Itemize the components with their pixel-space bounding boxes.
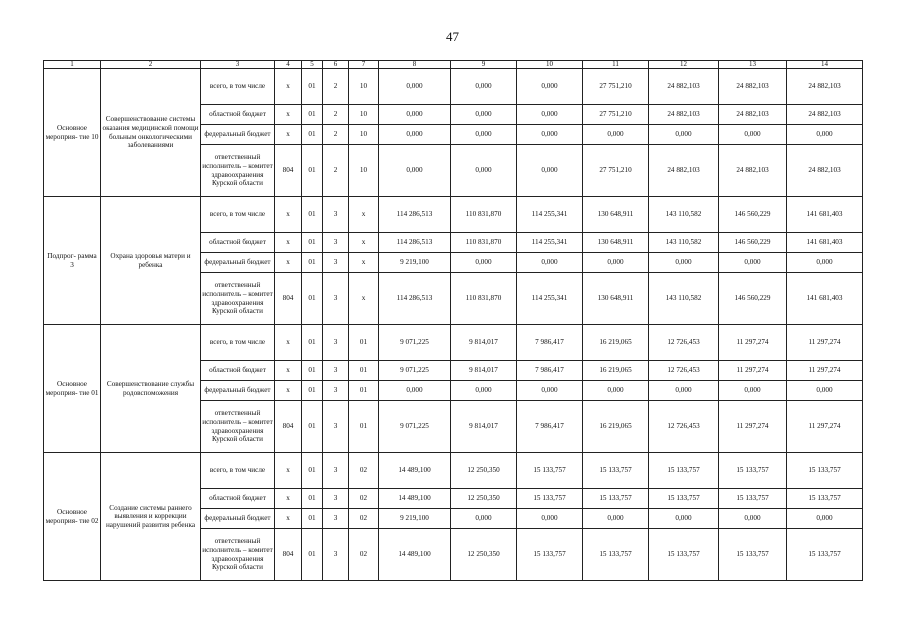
code-cell: х (275, 69, 302, 105)
amount-cell: 0,000 (719, 509, 787, 529)
amount-cell: 0,000 (451, 145, 517, 197)
amount-cell: 114 286,513 (379, 197, 451, 233)
code-cell: 3 (323, 197, 349, 233)
funding-source-cell: всего, в том числе (201, 69, 275, 105)
table-body (44, 61, 863, 581)
amount-cell: 12 250,350 (451, 453, 517, 489)
code-cell: 01 (302, 197, 323, 233)
code-cell: 3 (323, 361, 349, 381)
amount-cell: 0,000 (583, 125, 649, 145)
amount-cell: 0,000 (451, 69, 517, 105)
amount-cell: 12 250,350 (451, 489, 517, 509)
funding-source-cell: ответственный исполнитель – комитет здравоохранения Курской области (201, 273, 275, 325)
code-cell: 2 (323, 145, 349, 197)
page-number: 47 (446, 29, 459, 44)
code-cell: х (275, 253, 302, 273)
amount-cell: 15 133,757 (583, 529, 649, 581)
code-cell: 2 (323, 69, 349, 105)
amount-cell: 0,000 (583, 509, 649, 529)
budget-table (43, 60, 863, 581)
funding-source-cell: всего, в том числе (201, 453, 275, 489)
amount-cell: 12 250,350 (451, 529, 517, 581)
code-cell: 3 (323, 401, 349, 453)
code-cell: 2 (323, 105, 349, 125)
amount-cell: 24 882,103 (649, 145, 719, 197)
code-cell: 01 (302, 233, 323, 253)
code-cell: х (349, 197, 379, 233)
code-cell: 804 (275, 529, 302, 581)
code-cell: 01 (302, 253, 323, 273)
amount-cell: 130 648,911 (583, 197, 649, 233)
amount-cell: 0,000 (451, 125, 517, 145)
amount-cell: 11 297,274 (787, 361, 863, 381)
code-cell: х (349, 273, 379, 325)
amount-cell: 24 882,103 (719, 105, 787, 125)
amount-cell: 0,000 (787, 125, 863, 145)
amount-cell: 7 986,417 (517, 401, 583, 453)
amount-cell: 0,000 (379, 105, 451, 125)
amount-cell: 15 133,757 (583, 489, 649, 509)
amount-cell: 14 489,100 (379, 489, 451, 509)
code-cell: 01 (302, 145, 323, 197)
funding-source-cell: областной бюджет (201, 105, 275, 125)
amount-cell: 24 882,103 (787, 69, 863, 105)
header-cell: 13 (719, 61, 787, 69)
amount-cell: 14 489,100 (379, 453, 451, 489)
code-cell: х (275, 233, 302, 253)
amount-cell: 0,000 (451, 381, 517, 401)
amount-cell: 24 882,103 (649, 69, 719, 105)
amount-cell: 15 133,757 (649, 489, 719, 509)
code-cell: 01 (302, 361, 323, 381)
funding-source-cell: федеральный бюджет (201, 253, 275, 273)
code-cell: 804 (275, 273, 302, 325)
code-cell: х (275, 197, 302, 233)
code-cell: 01 (302, 105, 323, 125)
amount-cell: 7 986,417 (517, 325, 583, 361)
amount-cell: 143 110,582 (649, 233, 719, 253)
code-cell: х (275, 453, 302, 489)
code-cell: 3 (323, 325, 349, 361)
code-cell: 01 (349, 325, 379, 361)
header-cell: 1 (44, 61, 101, 69)
code-cell: х (275, 381, 302, 401)
code-cell: 3 (323, 233, 349, 253)
code-cell: 3 (323, 529, 349, 581)
header-cell: 6 (323, 61, 349, 69)
amount-cell: 11 297,274 (719, 325, 787, 361)
code-cell: 10 (349, 145, 379, 197)
header-cell: 14 (787, 61, 863, 69)
amount-cell: 143 110,582 (649, 273, 719, 325)
header-cell: 3 (201, 61, 275, 69)
amount-cell: 0,000 (649, 125, 719, 145)
amount-cell: 143 110,582 (649, 197, 719, 233)
amount-cell: 9 219,100 (379, 253, 451, 273)
code-cell: 01 (349, 381, 379, 401)
funding-source-cell: федеральный бюджет (201, 381, 275, 401)
header-cell: 4 (275, 61, 302, 69)
amount-cell: 24 882,103 (719, 145, 787, 197)
amount-cell: 7 986,417 (517, 361, 583, 381)
amount-cell: 0,000 (649, 253, 719, 273)
code-cell: 02 (349, 453, 379, 489)
amount-cell: 0,000 (719, 125, 787, 145)
amount-cell: 15 133,757 (583, 453, 649, 489)
table-row (44, 325, 863, 361)
item-name-cell: Совершенствование службы родовспоможения (101, 325, 201, 453)
header-row (44, 61, 863, 69)
table-row (44, 453, 863, 489)
amount-cell: 0,000 (649, 509, 719, 529)
item-label-cell: Основное мероприя- тие 01 (44, 325, 101, 453)
amount-cell: 24 882,103 (787, 105, 863, 125)
funding-source-cell: всего, в том числе (201, 197, 275, 233)
code-cell: 01 (349, 361, 379, 381)
amount-cell: 0,000 (649, 381, 719, 401)
item-name-cell: Охрана здоровья матери и ребенка (101, 197, 201, 325)
code-cell: 01 (302, 509, 323, 529)
funding-source-cell: федеральный бюджет (201, 509, 275, 529)
amount-cell: 110 831,870 (451, 233, 517, 253)
amount-cell: 27 751,210 (583, 69, 649, 105)
header-cell: 10 (517, 61, 583, 69)
code-cell: 01 (302, 325, 323, 361)
amount-cell: 0,000 (719, 381, 787, 401)
amount-cell: 0,000 (517, 105, 583, 125)
amount-cell: 12 726,453 (649, 361, 719, 381)
amount-cell: 15 133,757 (517, 453, 583, 489)
code-cell: х (275, 509, 302, 529)
amount-cell: 15 133,757 (719, 489, 787, 509)
code-cell: 10 (349, 69, 379, 105)
amount-cell: 11 297,274 (787, 401, 863, 453)
code-cell: 3 (323, 509, 349, 529)
code-cell: 3 (323, 489, 349, 509)
code-cell: 3 (323, 381, 349, 401)
amount-cell: 27 751,210 (583, 105, 649, 125)
amount-cell: 9 071,225 (379, 401, 451, 453)
amount-cell: 0,000 (379, 145, 451, 197)
amount-cell: 0,000 (379, 381, 451, 401)
amount-cell: 12 726,453 (649, 325, 719, 361)
amount-cell: 0,000 (517, 381, 583, 401)
amount-cell: 9 071,225 (379, 361, 451, 381)
amount-cell: 141 681,403 (787, 233, 863, 253)
header-cell: 8 (379, 61, 451, 69)
code-cell: х (275, 125, 302, 145)
amount-cell: 15 133,757 (719, 529, 787, 581)
code-cell: 01 (302, 489, 323, 509)
amount-cell: 0,000 (583, 381, 649, 401)
code-cell: х (349, 233, 379, 253)
code-cell: 01 (302, 529, 323, 581)
amount-cell: 0,000 (787, 509, 863, 529)
funding-source-cell: федеральный бюджет (201, 125, 275, 145)
code-cell: 3 (323, 453, 349, 489)
funding-source-cell: ответственный исполнитель – комитет здравоохранения Курской области (201, 529, 275, 581)
header-cell: 12 (649, 61, 719, 69)
amount-cell: 16 219,065 (583, 401, 649, 453)
amount-cell: 14 489,100 (379, 529, 451, 581)
code-cell: 01 (302, 69, 323, 105)
amount-cell: 15 133,757 (649, 529, 719, 581)
amount-cell: 9 071,225 (379, 325, 451, 361)
amount-cell: 0,000 (517, 125, 583, 145)
amount-cell: 24 882,103 (787, 145, 863, 197)
funding-source-cell: ответственный исполнитель – комитет здравоохранения Курской области (201, 145, 275, 197)
amount-cell: 114 286,513 (379, 233, 451, 253)
code-cell: 02 (349, 509, 379, 529)
amount-cell: 141 681,403 (787, 273, 863, 325)
amount-cell: 9 814,017 (451, 361, 517, 381)
amount-cell: 16 219,065 (583, 325, 649, 361)
header-cell: 11 (583, 61, 649, 69)
amount-cell: 9 814,017 (451, 401, 517, 453)
code-cell: 804 (275, 401, 302, 453)
amount-cell: 11 297,274 (719, 401, 787, 453)
amount-cell: 15 133,757 (719, 453, 787, 489)
amount-cell: 0,000 (517, 69, 583, 105)
funding-source-cell: всего, в том числе (201, 325, 275, 361)
header-cell: 9 (451, 61, 517, 69)
amount-cell: 0,000 (517, 253, 583, 273)
code-cell: 01 (349, 401, 379, 453)
amount-cell: 0,000 (379, 69, 451, 105)
amount-cell: 16 219,065 (583, 361, 649, 381)
code-cell: 10 (349, 105, 379, 125)
code-cell: 3 (323, 253, 349, 273)
funding-source-cell: областной бюджет (201, 489, 275, 509)
amount-cell: 0,000 (583, 253, 649, 273)
amount-cell: 114 255,341 (517, 197, 583, 233)
code-cell: 01 (302, 273, 323, 325)
table-row (44, 197, 863, 233)
item-label-cell: Подпрог- рамма 3 (44, 197, 101, 325)
amount-cell: 130 648,911 (583, 273, 649, 325)
amount-cell: 15 133,757 (649, 453, 719, 489)
amount-cell: 15 133,757 (787, 529, 863, 581)
table-row (44, 69, 863, 105)
amount-cell: 141 681,403 (787, 197, 863, 233)
amount-cell: 27 751,210 (583, 145, 649, 197)
amount-cell: 0,000 (787, 253, 863, 273)
code-cell: х (275, 361, 302, 381)
item-name-cell: Совершенствование системы оказания медицинской помощи больным онкологическими заболеваниями (101, 69, 201, 197)
amount-cell: 11 297,274 (719, 361, 787, 381)
amount-cell: 114 255,341 (517, 273, 583, 325)
amount-cell: 15 133,757 (787, 453, 863, 489)
code-cell: 2 (323, 125, 349, 145)
amount-cell: 24 882,103 (649, 105, 719, 125)
code-cell: 01 (302, 401, 323, 453)
header-cell: 5 (302, 61, 323, 69)
amount-cell: 0,000 (787, 381, 863, 401)
item-label-cell: Основное мероприя- тие 02 (44, 453, 101, 581)
amount-cell: 0,000 (517, 145, 583, 197)
amount-cell: 15 133,757 (517, 489, 583, 509)
amount-cell: 0,000 (451, 509, 517, 529)
amount-cell: 0,000 (451, 105, 517, 125)
item-label-cell: Основное мероприя- тие 10 (44, 69, 101, 197)
amount-cell: 146 560,229 (719, 197, 787, 233)
amount-cell: 0,000 (719, 253, 787, 273)
amount-cell: 12 726,453 (649, 401, 719, 453)
code-cell: 01 (302, 125, 323, 145)
amount-cell: 114 255,341 (517, 233, 583, 253)
header-cell: 7 (349, 61, 379, 69)
header-cell: 2 (101, 61, 201, 69)
funding-source-cell: областной бюджет (201, 233, 275, 253)
funding-source-cell: областной бюджет (201, 361, 275, 381)
code-cell: х (275, 105, 302, 125)
funding-source-cell: ответственный исполнитель – комитет здравоохранения Курской области (201, 401, 275, 453)
amount-cell: 110 831,870 (451, 197, 517, 233)
code-cell: 02 (349, 489, 379, 509)
amount-cell: 9 814,017 (451, 325, 517, 361)
amount-cell: 24 882,103 (719, 69, 787, 105)
code-cell: 01 (302, 453, 323, 489)
code-cell: 02 (349, 529, 379, 581)
amount-cell: 146 560,229 (719, 233, 787, 253)
amount-cell: 9 219,100 (379, 509, 451, 529)
amount-cell: 0,000 (379, 125, 451, 145)
amount-cell: 0,000 (451, 253, 517, 273)
code-cell: 01 (302, 381, 323, 401)
amount-cell: 130 648,911 (583, 233, 649, 253)
amount-cell: 110 831,870 (451, 273, 517, 325)
code-cell: х (275, 489, 302, 509)
amount-cell: 15 133,757 (787, 489, 863, 509)
amount-cell: 11 297,274 (787, 325, 863, 361)
code-cell: 804 (275, 145, 302, 197)
code-cell: 3 (323, 273, 349, 325)
amount-cell: 0,000 (517, 509, 583, 529)
code-cell: х (275, 325, 302, 361)
amount-cell: 114 286,513 (379, 273, 451, 325)
item-name-cell: Создание системы раннего выявления и коррекции нарушений развития ребенка (101, 453, 201, 581)
amount-cell: 15 133,757 (517, 529, 583, 581)
amount-cell: 146 560,229 (719, 273, 787, 325)
code-cell: 10 (349, 125, 379, 145)
code-cell: х (349, 253, 379, 273)
